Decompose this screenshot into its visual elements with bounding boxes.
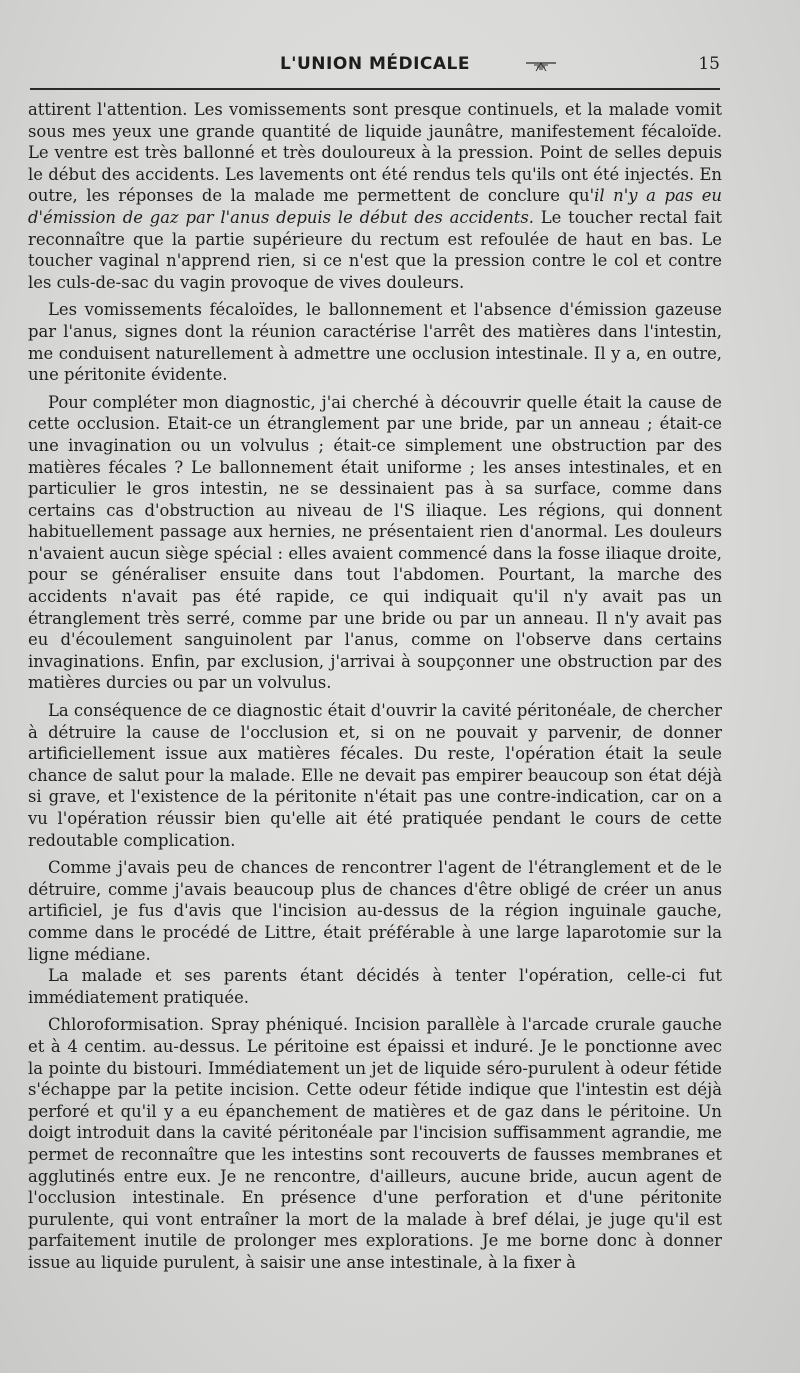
page-number: 15 [698,54,720,74]
paragraph-4: La conséquence de ce diagnostic était d'ouvrir la cavité péritonéale, de chercher à détruire la cause de l'occlusion et, si on ne pouvait y parvenir, de donner artificiellement issue aux matières fécales. Du reste, l'opération était la seule chance de salut pour la malade. Elle ne devait pas empirer beaucoup son état déjà si grave, et l'existence de la péritonite n'était pas une contre-indication, car on a vu l'opération réussir bien qu'elle ait été pratiquée pendant le cours de cette redoutable complication. [28,701,722,850]
paragraph-1-italic: il n'y a pas eu d'émission de gaz par l'anus depuis le début des accidents. [28,186,722,227]
paragraph-2: Les vomissements fécaloïdes, le ballonnement et l'absence d'émission gazeuse par l'anus, signes dont la réunion caractérise l'arrêt des matières dans l'intestin, me conduisent naturellement à admettre une occlusion intestinale. Il y a, en outre, une péritonite évidente. [28,300,722,385]
header-rule [30,88,720,90]
running-title: L'UNION MÉDICALE [279,54,471,74]
body-text [28,99,722,1273]
paragraph-3: Pour compléter mon diagnostic, j'ai cherché à découvrir quelle était la cause de cette occlusion. Etait-ce un étranglement par une bride, par un anneau ; était-ce une invagination ou un volvulus ; était-ce simplement une obstruction par des matières fécales ? Le ballonnement était uniforme ; les anses intestinales, et en particulier le gros intestin, ne se dessinaient pas à sa surface, comme dans certains cas d'obstruction au niveau de l'S iliaque. Les régions, qui donnent habituellement passage aux hernies, ne présentaient rien d'anormal. Les douleurs n'avaient aucun siège spécial : elles avaient commencé dans la fosse iliaque droite, pour se généraliser ensuite dans tout l'abdomen. Pourtant, la marche des accidents n'avait pas été rapide, ce qui indiquait qu'il n'y avait pas un étranglement très serré, comme par une bride ou par un anneau. Il n'y avait pas eu d'écoulement sanguinolent par l'anus, comme on l'observe dans certains invaginations. Enfin, par exclusion, j'arrivai à soupçonner une obstruction par des matières durcies ou par un volvulus. [28,392,722,693]
paragraph-1-text-a: attirent l'attention. Les vomissements sont presque continuels, et la malade vomit sous mes yeux une grande quantité de liquide jaunâtre, manifestement fécaloïde. Le ventre est très ballonné et très douloureux à la pression. Point de selles depuis le début des accidents. Les lavements ont été rendus tels qu'ils ont été injectés. En outre, les réponses de la malade me permettent de conclure qu' [28,100,722,206]
paragraph-1-text-b: Le toucher rectal fait reconnaître que la partie supérieure du rectum est refoulée de haut en bas. Le toucher vaginal n'apprend rien, si ce n'est que la pression contre le col et contre les culs-de-sac du vagin provoque de vives douleurs. [28,207,722,292]
page-header [30,54,720,84]
paragraph-7: Chloroformisation. Spray phéniqué. Incision parallèle à l'arcade crurale gauche et à 4 centim. au-dessus. Le péritoine est épaissi et induré. Je le ponctionne avec la pointe du bistouri. Immédiatement un jet de liquide séro-purulent à odeur fétide s'échappe par la petite incision. Cette odeur fétide indique que l'intestin est déjà perforé et qu'il y a eu épanchement de matières et de gaz dans le péritoine. Un doigt introduit dans la cavité péritonéale par l'incision suffisamment agrandie, me permet de reconnaître que les intestins sont recouverts de fausses membranes et agglutinés entre eux. Je ne rencontre, d'ailleurs, aucune bride, aucun agent de l'occlusion intestinale. En présence d'une perforation et d'une péritonite purulente, qui vont entraîner la mort de la malade à bref délai, je juge qu'il est parfaitement inutile de prolonger mes explorations. Je me borne donc à donner issue au liquide purulent, à saisir une anse intestinale, à la fixer à [28,1015,722,1272]
paragraph-5: Comme j'avais peu de chances de rencontrer l'agent de l'étranglement et de le détruire, comme j'avais beaucoup plus de chances d'être obligé de créer un anus artificiel, je fus d'avis que l'incision au-dessus de la région inguinale gauche, comme dans le procédé de Littre, était préférable à une large laparotomie sur la ligne médiane. [28,858,722,964]
paragraph-6: La malade et ses parents étant décidés à tenter l'opération, celle-ci fut immédiatement pratiquée. [28,966,722,1007]
ornament-icon [524,60,558,72]
paragraph-1 [28,99,722,293]
